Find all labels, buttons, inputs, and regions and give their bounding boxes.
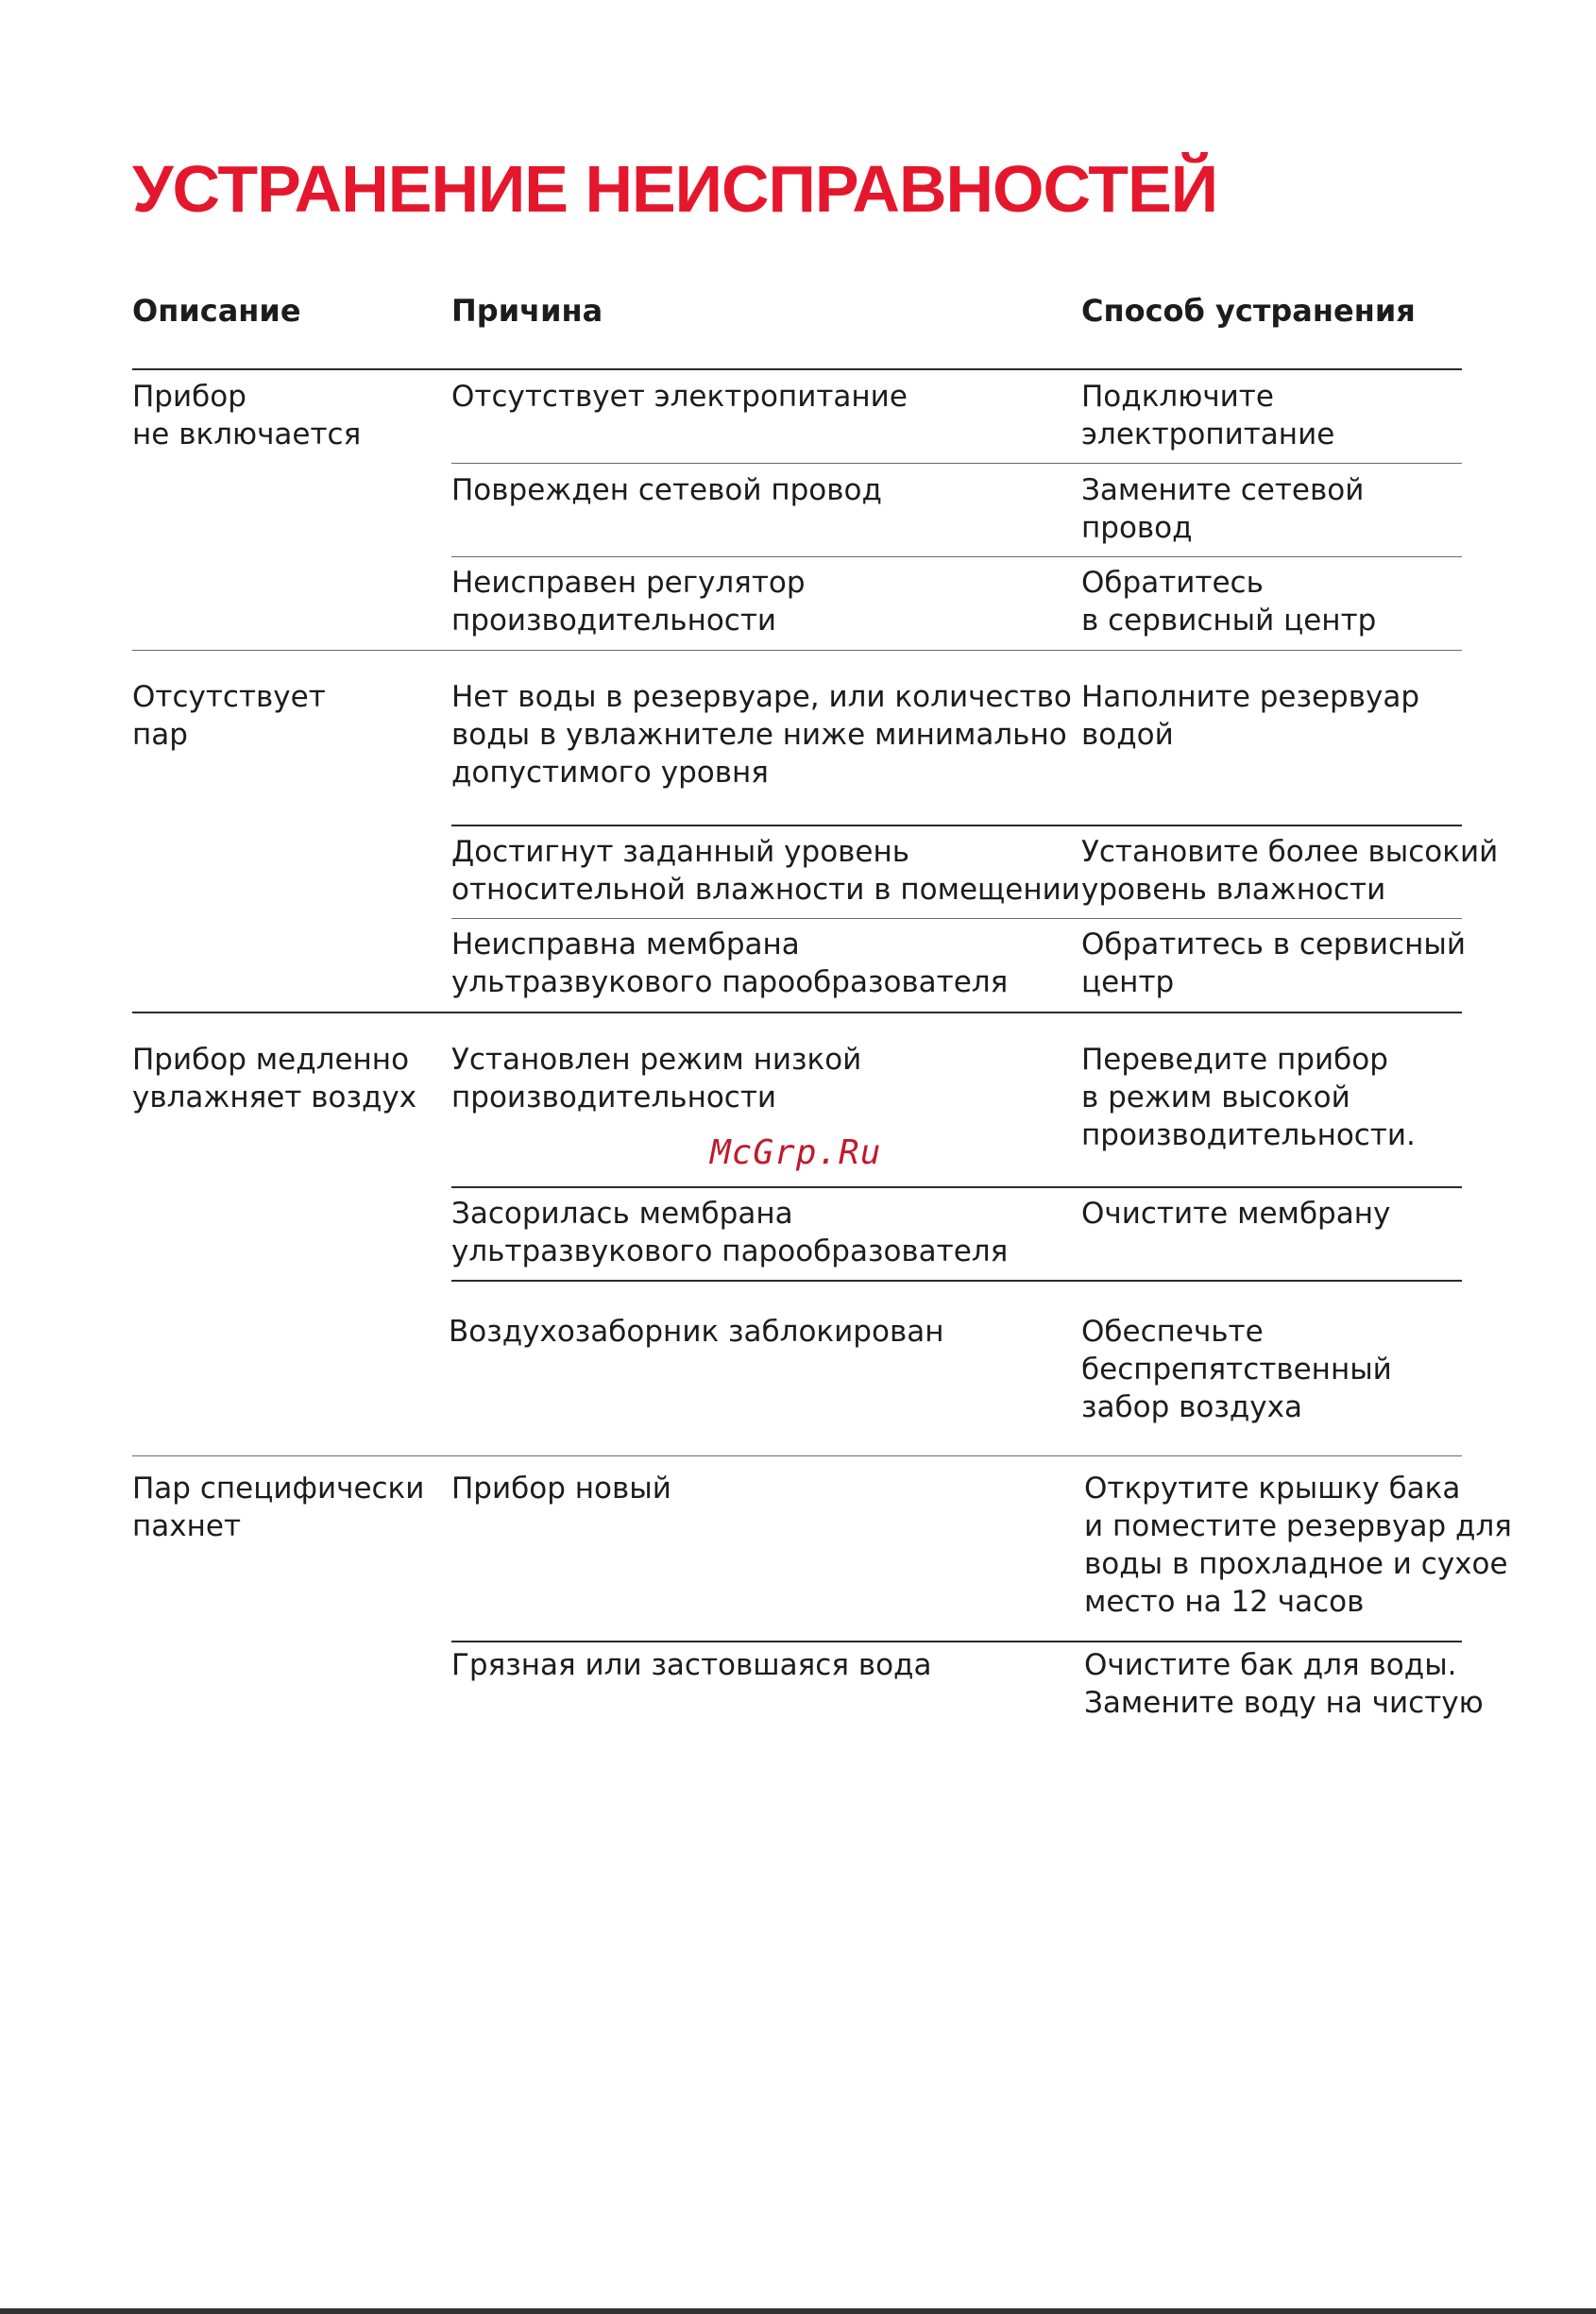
group-3-row-3-cause: Воздухозаборник заблокирован [449,1315,944,1349]
column-header-description: Описание [132,293,301,329]
group-divider [132,650,1462,651]
group-3-row-2-remedy: Очистите мембрану [1081,1197,1391,1231]
group-4-row-1-cause: Прибор новый [451,1472,671,1506]
group-2-row-2-cause: Достигнут заданный уровень относительной влажности в помещении [451,835,1080,907]
group-3-description: Прибор медленно увлажняет воздух [132,1043,417,1114]
group-divider [132,1455,1462,1456]
group-3-row-1-cause: Установлен режим низкой производительности [451,1043,862,1114]
row-divider [451,825,1462,826]
group-2-row-3-cause: Неисправна мембрана ультразвукового парообразователя [451,927,1009,999]
group-divider [132,1012,1462,1013]
group-1-row-2-remedy: Замените сетевой провод [1081,473,1365,545]
group-3-row-3-remedy: Обеспечьте беспрепятственный забор воздуха [1081,1315,1392,1424]
group-1-row-2-cause: Поврежден сетевой провод [451,473,882,507]
row-divider [451,1186,1462,1188]
group-3-row-2-cause: Засорилась мембрана ультразвукового парообразователя [451,1197,1009,1268]
group-1-row-1-remedy: Подключите электропитание [1081,380,1335,451]
row-divider [451,463,1462,464]
row-divider [451,556,1462,557]
group-1-row-3-remedy: Обратитесь в сервисный центр [1081,566,1377,638]
group-2-description: Отсутствует пар [132,680,326,752]
group-1-description: Прибор не включается [132,380,362,451]
column-header-remedy: Способ устранения [1081,293,1416,329]
column-header-cause: Причина [451,293,603,329]
row-divider [451,918,1462,919]
header-divider [132,368,1462,370]
group-2-row-1-remedy: Наполните резервуар водой [1081,680,1420,752]
group-4-row-2-remedy: Очистите бак для воды. Замените воду на чистую [1084,1648,1484,1720]
page-title: УСТРАНЕНИЕ НЕИСПРАВНОСТЕЙ [132,152,1218,226]
row-divider [451,1641,1462,1642]
group-1-row-3-cause: Неисправен регулятор производительности [451,566,806,638]
group-3-row-1-remedy: Переведите прибор в режим высокой производительности. [1081,1043,1416,1152]
group-2-row-1-cause: Нет воды в резервуаре, или количество воды в увлажнителе ниже минимально допустимого уровня [451,680,1072,790]
watermark: McGrp.Ru [710,1133,882,1172]
row-divider [451,1280,1462,1282]
group-2-row-2-remedy: Установите более высокий уровень влажности [1081,835,1499,907]
group-4-description: Пар специфически пахнет [132,1472,425,1543]
bottom-edge-bar [0,2308,1596,2314]
group-1-row-1-cause: Отсутствует электропитание [451,380,908,414]
group-4-row-2-cause: Грязная или застовшаяся вода [451,1648,932,1682]
group-2-row-3-remedy: Обратитесь в сервисный центр [1081,927,1466,999]
group-4-row-1-remedy: Открутите крышку бака и поместите резервуар для воды в прохладное и сухое место на 12 часов [1084,1472,1512,1619]
